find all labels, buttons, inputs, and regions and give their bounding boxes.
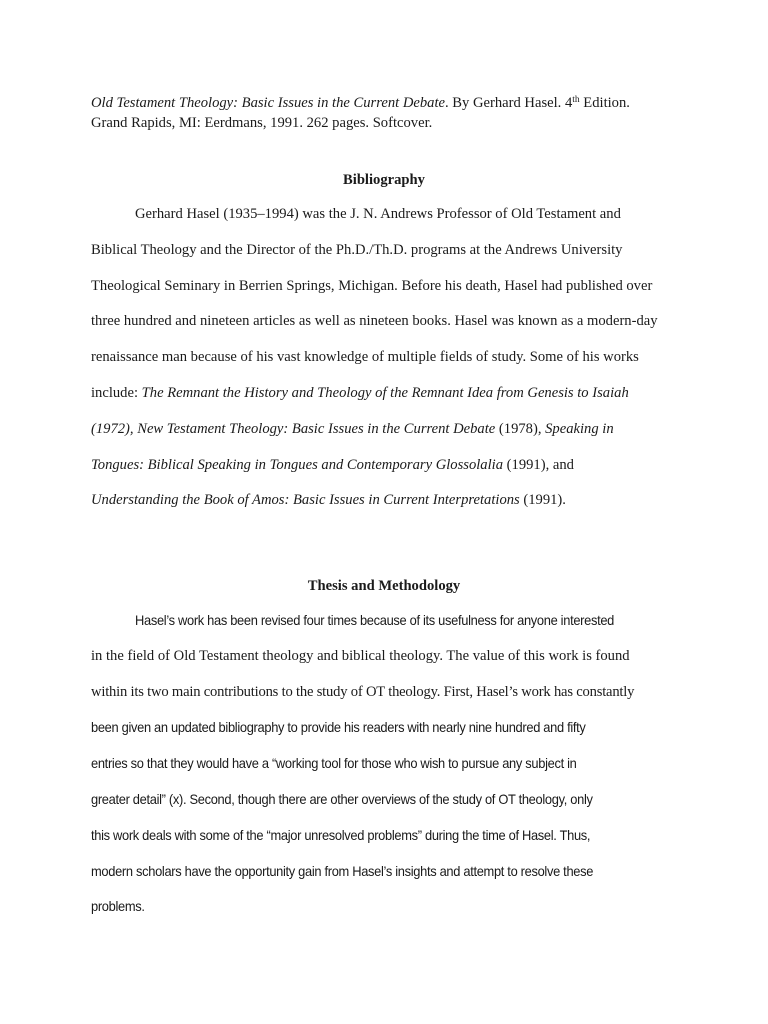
paragraph-line: Theological Seminary in Berrien Springs, Michigan. Before his death, Hasel had published over — [91, 277, 653, 294]
paragraph-line: been given an updated bibliography to provide his readers with nearly nine hundred and fifty — [91, 719, 586, 736]
paragraph-line: Hasel’s work has been revised four times because of its usefulness for anyone interested — [135, 612, 615, 628]
work-title: Tongues: Biblical Speaking in Tongues and Contemporary Glossolalia — [91, 456, 504, 473]
paragraph-line: Understanding the Book of Amos: Basic Issues in Current Interpretations (1991). — [91, 492, 566, 509]
paragraph-line: renaissance man because of his vast knowledge of multiple fields of study. Some of his works — [91, 349, 639, 366]
citation-line-2: Grand Rapids, MI: Eerdmans, 1991. 262 pages. Softcover. — [91, 115, 433, 131]
paragraph-line: include: The Remnant the History and Theology of the Remnant Idea from Genesis to Isaiah — [91, 384, 629, 401]
paragraph-line: problems. — [91, 898, 145, 915]
thesis-paragraph — [91, 603, 691, 925]
paragraph-line: within its two main contributions to the study of OT theology. First, Hasel’s work has constantly — [91, 683, 635, 700]
paragraph-line: Biblical Theology and the Director of the Ph.D./Th.D. programs at the Andrews University — [91, 241, 623, 258]
paragraph-line: modern scholars have the opportunity gain from Hasel’s insights and attempt to resolve these — [91, 862, 594, 879]
paragraph-line: in the field of Old Testament theology and biblical theology. The value of this work is found — [91, 647, 630, 664]
paragraph-line: greater detail” (x). Second, though there are other overviews of the study of OT theology, only — [91, 790, 593, 807]
paragraph-line: entries so that they would have a “working tool for those who wish to pursue any subject in — [91, 755, 577, 772]
paragraph-line: Gerhard Hasel (1935–1994) was the J. N. Andrews Professor of Old Testament and — [135, 206, 621, 222]
book-title: Old Testament Theology: Basic Issues in the Current Debate — [91, 95, 445, 111]
work-title: (1972), New Testament Theology: Basic Issues in the Current Debate — [91, 420, 496, 437]
citation-line-1: Old Testament Theology: Basic Issues in the Current Debate. By Gerhard Hasel. 4th Edition. — [91, 95, 630, 111]
work-title: The Remnant the History and Theology of the Remnant Idea from Genesis to Isaiah — [141, 384, 629, 401]
paragraph-line: this work deals with some of the “major unresolved problems” during the time of Hasel. Thus, — [91, 826, 591, 843]
work-title: Speaking in — [545, 420, 614, 437]
bibliography-heading: Bibliography — [343, 172, 425, 188]
book-citation — [91, 93, 691, 133]
bibliography-paragraph — [91, 197, 691, 519]
paragraph-line: Tongues: Biblical Speaking in Tongues and Contemporary Glossolalia (1991), and — [91, 456, 574, 473]
work-title: Understanding the Book of Amos: Basic Issues in Current Interpretations — [91, 492, 520, 509]
paragraph-line: (1972), New Testament Theology: Basic Issues in the Current Debate (1978), Speaking in — [91, 420, 614, 437]
paragraph-line: three hundred and nineteen articles as well as nineteen books. Hasel was known as a modern-day — [91, 313, 658, 330]
thesis-heading: Thesis and Methodology — [307, 578, 461, 594]
